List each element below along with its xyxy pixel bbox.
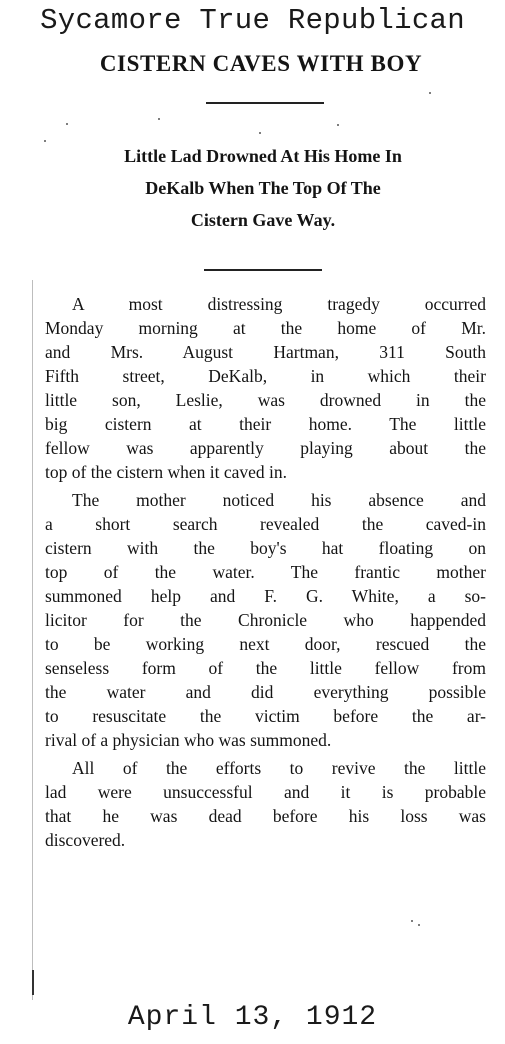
deck-rule bbox=[204, 269, 322, 271]
print-speck bbox=[158, 118, 160, 120]
article-line: licitor for the Chronicle who happended bbox=[45, 610, 486, 630]
article-line: rival of a physician who was summoned. bbox=[45, 730, 332, 750]
deck-line-1: Little Lad Drowned At His Home In bbox=[124, 146, 402, 166]
print-speck bbox=[418, 924, 420, 926]
print-speck bbox=[259, 132, 261, 134]
print-speck bbox=[429, 92, 431, 94]
article-line: Fifth street, DeKalb, in which their bbox=[45, 366, 486, 386]
article-line: discovered. bbox=[45, 830, 126, 850]
article-line: and Mrs. August Hartman, 311 South bbox=[45, 342, 486, 362]
article-line: All of the efforts to revive the little bbox=[72, 758, 486, 778]
article-line: lad were unsuccessful and it is probable bbox=[45, 782, 486, 802]
headline-rule bbox=[206, 102, 324, 104]
article-line: Monday morning at the home of Mr. bbox=[45, 318, 486, 338]
article-line: cistern with the boy's hat floating on bbox=[45, 538, 486, 558]
print-speck bbox=[44, 140, 46, 142]
article-line: The mother noticed his absence and bbox=[72, 490, 486, 510]
article-line: little son, Leslie, was drowned in the bbox=[45, 390, 486, 410]
article-line: to be working next door, rescued the bbox=[45, 634, 486, 654]
article-line: fellow was apparently playing about the bbox=[45, 438, 486, 458]
article-line: the water and did everything possible bbox=[45, 682, 486, 702]
article-line: top of the water. The frantic mother bbox=[45, 562, 486, 582]
article-line: to resuscitate the victim before the ar- bbox=[45, 706, 486, 726]
article-line: a short search revealed the caved-in bbox=[45, 514, 486, 534]
article-line: that he was dead before his loss was bbox=[45, 806, 486, 826]
article-line: top of the cistern when it caved in. bbox=[45, 462, 288, 482]
deck-line-3: Cistern Gave Way. bbox=[190, 210, 336, 230]
clipping-edge bbox=[32, 280, 33, 1000]
masthead: Sycamore True Republican bbox=[40, 4, 465, 37]
newspaper-clipping bbox=[30, 40, 492, 970]
print-speck bbox=[411, 920, 413, 922]
article-line: senseless form of the little fellow from bbox=[45, 658, 486, 678]
article-line: A most distressing tragedy occurred bbox=[72, 294, 486, 314]
article-line: summoned help and F. G. White, a so- bbox=[45, 586, 486, 606]
article-line: big cistern at their home. The little bbox=[45, 414, 486, 434]
print-speck bbox=[66, 123, 68, 125]
clipping-mark bbox=[32, 970, 34, 995]
deck-line-2: DeKalb When The Top Of The bbox=[145, 178, 381, 198]
print-speck bbox=[337, 124, 339, 126]
dateline: April 13, 1912 bbox=[127, 1002, 378, 1033]
headline: CISTERN CAVES WITH BOY bbox=[99, 51, 423, 76]
